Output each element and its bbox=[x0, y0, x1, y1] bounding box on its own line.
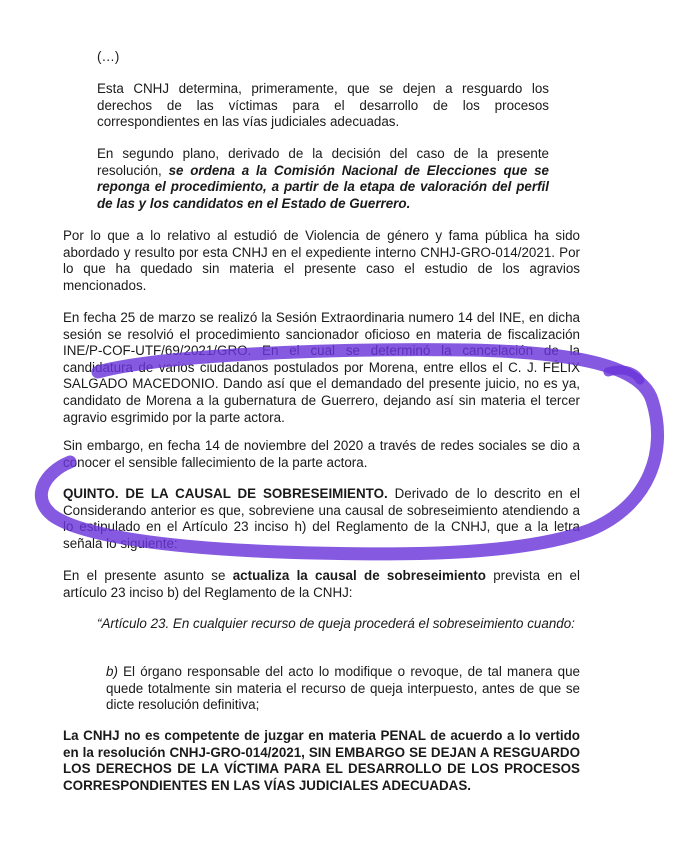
clause-marker: b) bbox=[106, 664, 118, 679]
emphasis-cause-text: actualiza la causal de sobreseimiento bbox=[232, 568, 486, 583]
paragraph-second-plane bbox=[97, 146, 549, 212]
paragraph-conclusion: La CNHJ no es competente de juzgar en materia PENAL de acuerdo a lo vertido en la resolución CNHJ-GRO-014/2021, SIN EMBARGO SE DEJAN A RESGUARDO LOS DERECHOS DE LA VÍCTIMA PARA EL DESARROLLO DE LOS PROCESOS CORRESPONDIENTES EN LAS VÍAS JUDICIALES ADECUADAS. bbox=[63, 728, 580, 793]
paragraph-ine-session: En fecha 25 de marzo se realizó la Sesión Extraordinaria numero 14 del INE, en dicha sesión se resolvió el procedimiento sancionador oficioso en materia de fiscalización INE/P-COF-UTF/69/2021/GRO. En el cual se determinó la cancelación de la candidatura de varios ciudadanos postulados por Morena, entre ellos el C. J. FÉLIX SALGADO MACEDONIO. Dando así que el demandado del presente juicio, no es ya, candidato de Morena a la gubernatura de Guerrero, dejando así sin materia el tercer agravio esgrimido por la parte actora. bbox=[63, 310, 580, 425]
paragraph-decease: Sin embargo, en fecha 14 de noviembre del 2020 a través de redes sociales se dio a conocer el sensible fallecimiento de la parte actora. bbox=[63, 438, 580, 470]
emphasis-order-text: se ordena a la Comisión Nacional de Elecciones que se reponga el procedimiento, a partir de la etapa de valoración del perfil de las y los candidatos en el Estado de Guerrero. bbox=[97, 162, 549, 211]
paragraph-tail-text: prevista en el artículo 23 inciso b) del Reglamento de la CNHJ: bbox=[63, 568, 580, 600]
section-heading: QUINTO. DE LA CAUSAL DE SOBRESEIMIENTO. bbox=[63, 486, 388, 501]
quote-article-23: “Artículo 23. En cualquier recurso de queja procederá el sobreseimiento cuando: bbox=[97, 616, 575, 631]
clause-body-text: El órgano responsable del acto lo modifique o revoque, de tal manera que quede totalmente sin materia el recurso de queja interpuesto, antes de que se dicte resolución definitiva; bbox=[106, 664, 580, 713]
section-body-text: Derivado de lo descrito en el Considerando anterior es que, sobreviene una causal de sobreseimiento atendiendo a lo estipulado en el Artículo 23 inciso h) del Reglamento de la CNHJ, que a la letra señala lo siguiente: bbox=[63, 486, 580, 551]
paragraph-lead-text: En segundo plano, derivado de la decisión del caso de la presente resolución, bbox=[97, 146, 549, 178]
paragraph-fifth-considerando bbox=[63, 486, 580, 552]
paragraph-lead-text: En el presente asunto se bbox=[63, 568, 233, 583]
paragraph-victims-rights: Esta CNHJ determina, primeramente, que se dejen a resguardo los derechos de las víctimas para el desarrollo de los procesos correspondientes en las vías judiciales adecuadas. bbox=[97, 81, 549, 130]
highlight-tail-path bbox=[608, 370, 640, 380]
paragraph-cause-update bbox=[63, 568, 580, 601]
paragraph-gender-violence: Por lo que a lo relativo al estudió de Violencia de género y fama pública ha sido abordado y resulto por esta CNHJ en el expediente interno CNHJ-GRO-014/2021. Por lo que ha quedado sin materia el presente caso el estudio de los agravios mencionados. bbox=[63, 228, 580, 293]
quote-clause-b bbox=[106, 664, 580, 714]
ellipsis-marker: (…) bbox=[97, 49, 120, 64]
